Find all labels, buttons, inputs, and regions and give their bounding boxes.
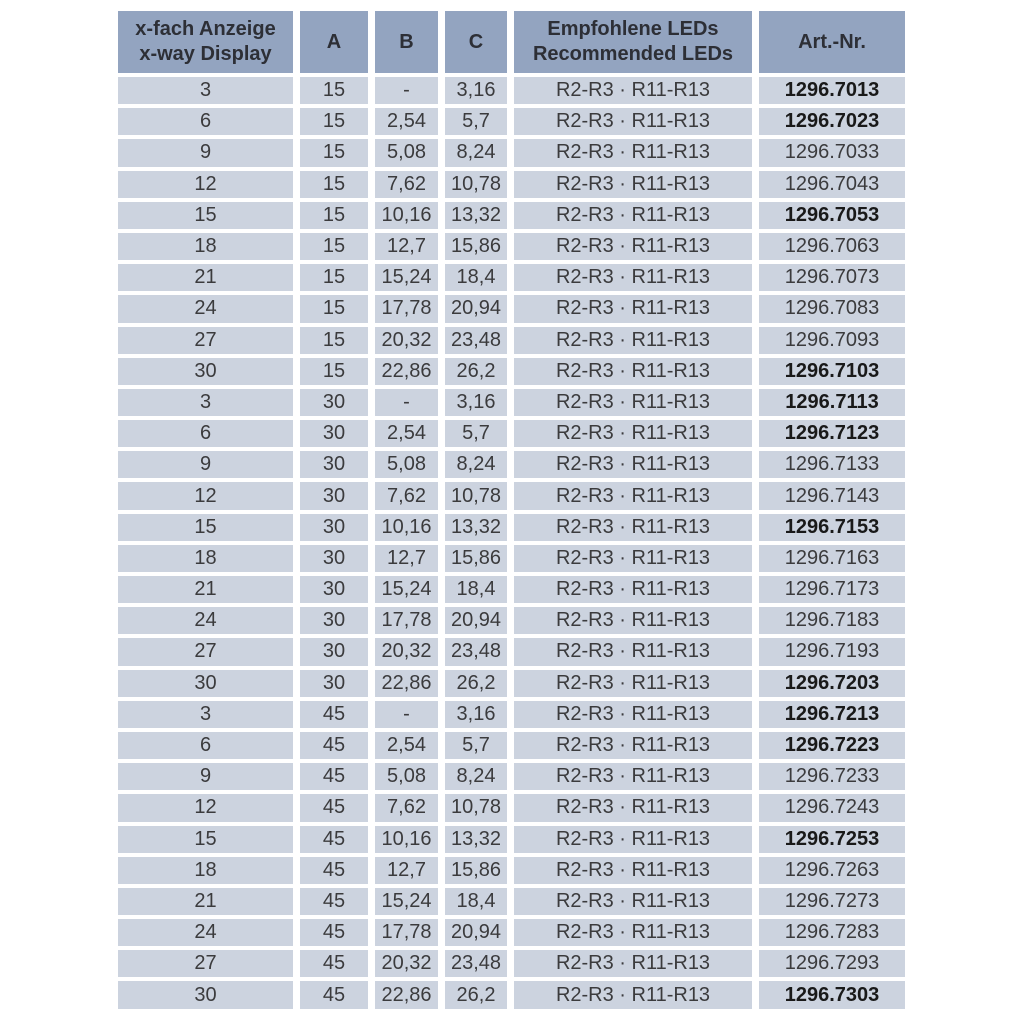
cell-dim-b: 10,16 (375, 514, 438, 541)
column-header-label: C (468, 30, 484, 53)
cell-recommended-leds: R2-R3 · R11-R13 (514, 139, 752, 166)
cell-dim-c: 3,16 (445, 701, 507, 728)
cell-display-count: 3 (118, 77, 293, 104)
cell-article-number: 1296.7023 (759, 108, 905, 135)
cell-recommended-leds: R2-R3 · R11-R13 (514, 420, 752, 447)
cell-article-number: 1296.7133 (759, 451, 905, 478)
cell-dim-b: 12,7 (375, 233, 438, 260)
cell-dim-b: 20,32 (375, 638, 438, 665)
cell-dim-a: 45 (300, 794, 368, 821)
column-header-sublabel: x-way Display (139, 43, 272, 65)
cell-display-count: 15 (118, 514, 293, 541)
column-header-dim-b (375, 11, 438, 73)
cell-display-count: 3 (118, 701, 293, 728)
cell-article-number: 1296.7213 (759, 701, 905, 728)
cell-display-count: 18 (118, 857, 293, 884)
cell-article-number: 1296.7013 (759, 77, 905, 104)
cell-recommended-leds: R2-R3 · R11-R13 (514, 295, 752, 322)
cell-dim-b: 22,86 (375, 358, 438, 385)
cell-dim-a: 45 (300, 950, 368, 977)
cell-recommended-leds: R2-R3 · R11-R13 (514, 233, 752, 260)
table-row (118, 981, 905, 1008)
cell-recommended-leds: R2-R3 · R11-R13 (514, 826, 752, 853)
column-header-label: Empfohlene LEDs (547, 18, 719, 40)
cell-display-count: 21 (118, 576, 293, 603)
cell-dim-c: 23,48 (445, 950, 507, 977)
cell-dim-c: 18,4 (445, 264, 507, 291)
cell-dim-a: 15 (300, 171, 368, 198)
cell-dim-a: 30 (300, 451, 368, 478)
cell-display-count: 27 (118, 327, 293, 354)
column-header-display-count (118, 11, 293, 73)
cell-display-count: 30 (118, 670, 293, 697)
cell-dim-b: 12,7 (375, 857, 438, 884)
cell-recommended-leds: R2-R3 · R11-R13 (514, 358, 752, 385)
cell-display-count: 30 (118, 358, 293, 385)
cell-dim-c: 18,4 (445, 576, 507, 603)
cell-display-count: 6 (118, 732, 293, 759)
cell-dim-a: 30 (300, 545, 368, 572)
cell-article-number: 1296.7183 (759, 607, 905, 634)
cell-display-count: 6 (118, 108, 293, 135)
cell-article-number: 1296.7053 (759, 202, 905, 229)
cell-article-number: 1296.7153 (759, 514, 905, 541)
cell-recommended-leds: R2-R3 · R11-R13 (514, 950, 752, 977)
cell-dim-b: 2,54 (375, 420, 438, 447)
cell-recommended-leds: R2-R3 · R11-R13 (514, 607, 752, 634)
cell-article-number: 1296.7113 (759, 389, 905, 416)
cell-article-number: 1296.7223 (759, 732, 905, 759)
cell-dim-b: - (375, 389, 438, 416)
table-row (118, 482, 905, 509)
cell-dim-c: 23,48 (445, 638, 507, 665)
cell-dim-b: 5,08 (375, 763, 438, 790)
column-header-sublabel: Recommended LEDs (532, 43, 734, 65)
cell-article-number: 1296.7163 (759, 545, 905, 572)
cell-recommended-leds: R2-R3 · R11-R13 (514, 451, 752, 478)
cell-dim-a: 15 (300, 139, 368, 166)
cell-article-number: 1296.7303 (759, 981, 905, 1008)
cell-dim-a: 15 (300, 108, 368, 135)
cell-dim-b: 10,16 (375, 202, 438, 229)
table-row (118, 545, 905, 572)
cell-dim-a: 15 (300, 358, 368, 385)
table-row (118, 763, 905, 790)
cell-dim-a: 30 (300, 670, 368, 697)
cell-dim-b: 2,54 (375, 732, 438, 759)
cell-article-number: 1296.7203 (759, 670, 905, 697)
cell-recommended-leds: R2-R3 · R11-R13 (514, 108, 752, 135)
column-header-article-number (759, 11, 905, 73)
cell-recommended-leds: R2-R3 · R11-R13 (514, 794, 752, 821)
cell-display-count: 27 (118, 950, 293, 977)
cell-dim-b: 15,24 (375, 576, 438, 603)
cell-dim-a: 45 (300, 763, 368, 790)
cell-display-count: 21 (118, 264, 293, 291)
cell-display-count: 15 (118, 202, 293, 229)
cell-dim-a: 30 (300, 576, 368, 603)
cell-display-count: 21 (118, 888, 293, 915)
table-row (118, 358, 905, 385)
column-header-dim-c (445, 11, 507, 73)
table-row (118, 857, 905, 884)
cell-recommended-leds: R2-R3 · R11-R13 (514, 545, 752, 572)
cell-dim-b: - (375, 701, 438, 728)
cell-dim-b: 5,08 (375, 451, 438, 478)
table-row (118, 233, 905, 260)
cell-dim-b: 22,86 (375, 981, 438, 1008)
cell-dim-c: 13,32 (445, 826, 507, 853)
cell-recommended-leds: R2-R3 · R11-R13 (514, 514, 752, 541)
table-row (118, 327, 905, 354)
cell-display-count: 24 (118, 607, 293, 634)
cell-dim-a: 45 (300, 857, 368, 884)
cell-article-number: 1296.7033 (759, 139, 905, 166)
cell-recommended-leds: R2-R3 · R11-R13 (514, 202, 752, 229)
cell-dim-a: 15 (300, 202, 368, 229)
column-header-label: Art.-Nr. (798, 30, 866, 53)
cell-display-count: 12 (118, 794, 293, 821)
cell-dim-a: 30 (300, 389, 368, 416)
cell-recommended-leds: R2-R3 · R11-R13 (514, 981, 752, 1008)
cell-dim-a: 15 (300, 295, 368, 322)
cell-article-number: 1296.7073 (759, 264, 905, 291)
cell-dim-c: 10,78 (445, 794, 507, 821)
cell-dim-a: 15 (300, 327, 368, 354)
cell-display-count: 27 (118, 638, 293, 665)
cell-dim-a: 30 (300, 607, 368, 634)
table-row (118, 888, 905, 915)
cell-recommended-leds: R2-R3 · R11-R13 (514, 77, 752, 104)
cell-dim-b: 10,16 (375, 826, 438, 853)
table-row (118, 826, 905, 853)
cell-dim-c: 3,16 (445, 77, 507, 104)
cell-recommended-leds: R2-R3 · R11-R13 (514, 670, 752, 697)
cell-article-number: 1296.7103 (759, 358, 905, 385)
table-row (118, 171, 905, 198)
table-row (118, 139, 905, 166)
cell-dim-c: 15,86 (445, 857, 507, 884)
cell-dim-b: 17,78 (375, 295, 438, 322)
table-row (118, 670, 905, 697)
table-row (118, 950, 905, 977)
table-row (118, 389, 905, 416)
cell-article-number: 1296.7063 (759, 233, 905, 260)
cell-dim-c: 20,94 (445, 295, 507, 322)
cell-dim-a: 15 (300, 233, 368, 260)
cell-dim-b: 15,24 (375, 264, 438, 291)
cell-dim-a: 30 (300, 638, 368, 665)
cell-dim-a: 30 (300, 420, 368, 447)
table-row (118, 295, 905, 322)
cell-dim-b: - (375, 77, 438, 104)
cell-recommended-leds: R2-R3 · R11-R13 (514, 919, 752, 946)
cell-dim-c: 10,78 (445, 171, 507, 198)
cell-dim-b: 7,62 (375, 482, 438, 509)
table-row (118, 420, 905, 447)
cell-dim-c: 26,2 (445, 670, 507, 697)
cell-display-count: 9 (118, 139, 293, 166)
cell-recommended-leds: R2-R3 · R11-R13 (514, 171, 752, 198)
table-row (118, 576, 905, 603)
cell-display-count: 6 (118, 420, 293, 447)
cell-dim-b: 20,32 (375, 327, 438, 354)
cell-article-number: 1296.7243 (759, 794, 905, 821)
cell-dim-b: 22,86 (375, 670, 438, 697)
cell-display-count: 18 (118, 233, 293, 260)
cell-dim-c: 3,16 (445, 389, 507, 416)
cell-dim-b: 5,08 (375, 139, 438, 166)
cell-recommended-leds: R2-R3 · R11-R13 (514, 638, 752, 665)
cell-display-count: 9 (118, 763, 293, 790)
cell-article-number: 1296.7233 (759, 763, 905, 790)
cell-dim-b: 12,7 (375, 545, 438, 572)
cell-display-count: 18 (118, 545, 293, 572)
cell-dim-a: 30 (300, 482, 368, 509)
cell-dim-c: 18,4 (445, 888, 507, 915)
table-row (118, 638, 905, 665)
cell-dim-b: 17,78 (375, 607, 438, 634)
cell-dim-c: 5,7 (445, 108, 507, 135)
table-row (118, 732, 905, 759)
table-row (118, 607, 905, 634)
cell-recommended-leds: R2-R3 · R11-R13 (514, 327, 752, 354)
cell-dim-b: 7,62 (375, 171, 438, 198)
table-row (118, 264, 905, 291)
cell-article-number: 1296.7173 (759, 576, 905, 603)
cell-dim-c: 26,2 (445, 981, 507, 1008)
cell-article-number: 1296.7093 (759, 327, 905, 354)
table-row (118, 202, 905, 229)
cell-dim-c: 15,86 (445, 233, 507, 260)
cell-dim-c: 23,48 (445, 327, 507, 354)
cell-recommended-leds: R2-R3 · R11-R13 (514, 763, 752, 790)
column-header-recommended-leds (514, 11, 752, 73)
cell-article-number: 1296.7263 (759, 857, 905, 884)
cell-dim-c: 5,7 (445, 420, 507, 447)
table-row (118, 108, 905, 135)
cell-dim-c: 26,2 (445, 358, 507, 385)
cell-display-count: 3 (118, 389, 293, 416)
cell-recommended-leds: R2-R3 · R11-R13 (514, 389, 752, 416)
cell-article-number: 1296.7143 (759, 482, 905, 509)
cell-display-count: 24 (118, 919, 293, 946)
cell-recommended-leds: R2-R3 · R11-R13 (514, 857, 752, 884)
cell-dim-a: 45 (300, 981, 368, 1008)
column-header-label: B (399, 30, 414, 53)
cell-article-number: 1296.7253 (759, 826, 905, 853)
cell-display-count: 24 (118, 295, 293, 322)
cell-recommended-leds: R2-R3 · R11-R13 (514, 888, 752, 915)
cell-dim-c: 13,32 (445, 202, 507, 229)
cell-article-number: 1296.7193 (759, 638, 905, 665)
cell-dim-c: 20,94 (445, 919, 507, 946)
cell-article-number: 1296.7043 (759, 171, 905, 198)
cell-article-number: 1296.7293 (759, 950, 905, 977)
cell-article-number: 1296.7083 (759, 295, 905, 322)
cell-dim-a: 15 (300, 77, 368, 104)
led-display-spec-table (111, 7, 912, 1013)
table-row (118, 77, 905, 104)
cell-dim-b: 15,24 (375, 888, 438, 915)
cell-dim-c: 5,7 (445, 732, 507, 759)
table-row (118, 919, 905, 946)
cell-display-count: 15 (118, 826, 293, 853)
cell-dim-c: 15,86 (445, 545, 507, 572)
header-row (118, 11, 905, 73)
cell-recommended-leds: R2-R3 · R11-R13 (514, 701, 752, 728)
cell-display-count: 9 (118, 451, 293, 478)
cell-dim-a: 45 (300, 701, 368, 728)
cell-dim-c: 8,24 (445, 139, 507, 166)
cell-recommended-leds: R2-R3 · R11-R13 (514, 732, 752, 759)
table-row (118, 794, 905, 821)
cell-dim-b: 2,54 (375, 108, 438, 135)
cell-dim-a: 30 (300, 514, 368, 541)
cell-display-count: 12 (118, 482, 293, 509)
cell-article-number: 1296.7123 (759, 420, 905, 447)
cell-recommended-leds: R2-R3 · R11-R13 (514, 482, 752, 509)
cell-dim-c: 13,32 (445, 514, 507, 541)
cell-dim-a: 45 (300, 919, 368, 946)
table-row (118, 701, 905, 728)
cell-article-number: 1296.7273 (759, 888, 905, 915)
cell-display-count: 12 (118, 171, 293, 198)
cell-dim-c: 20,94 (445, 607, 507, 634)
cell-display-count: 30 (118, 981, 293, 1008)
cell-dim-a: 15 (300, 264, 368, 291)
cell-dim-c: 8,24 (445, 763, 507, 790)
cell-article-number: 1296.7283 (759, 919, 905, 946)
column-header-dim-a (300, 11, 368, 73)
column-header-label: A (326, 30, 342, 53)
cell-dim-a: 45 (300, 732, 368, 759)
cell-dim-b: 20,32 (375, 950, 438, 977)
cell-recommended-leds: R2-R3 · R11-R13 (514, 576, 752, 603)
cell-dim-c: 10,78 (445, 482, 507, 509)
cell-dim-a: 45 (300, 888, 368, 915)
cell-dim-a: 45 (300, 826, 368, 853)
table-row (118, 451, 905, 478)
cell-dim-c: 8,24 (445, 451, 507, 478)
cell-dim-b: 17,78 (375, 919, 438, 946)
table-row (118, 514, 905, 541)
cell-dim-b: 7,62 (375, 794, 438, 821)
column-header-label: x-fach Anzeige (135, 18, 276, 40)
cell-recommended-leds: R2-R3 · R11-R13 (514, 264, 752, 291)
